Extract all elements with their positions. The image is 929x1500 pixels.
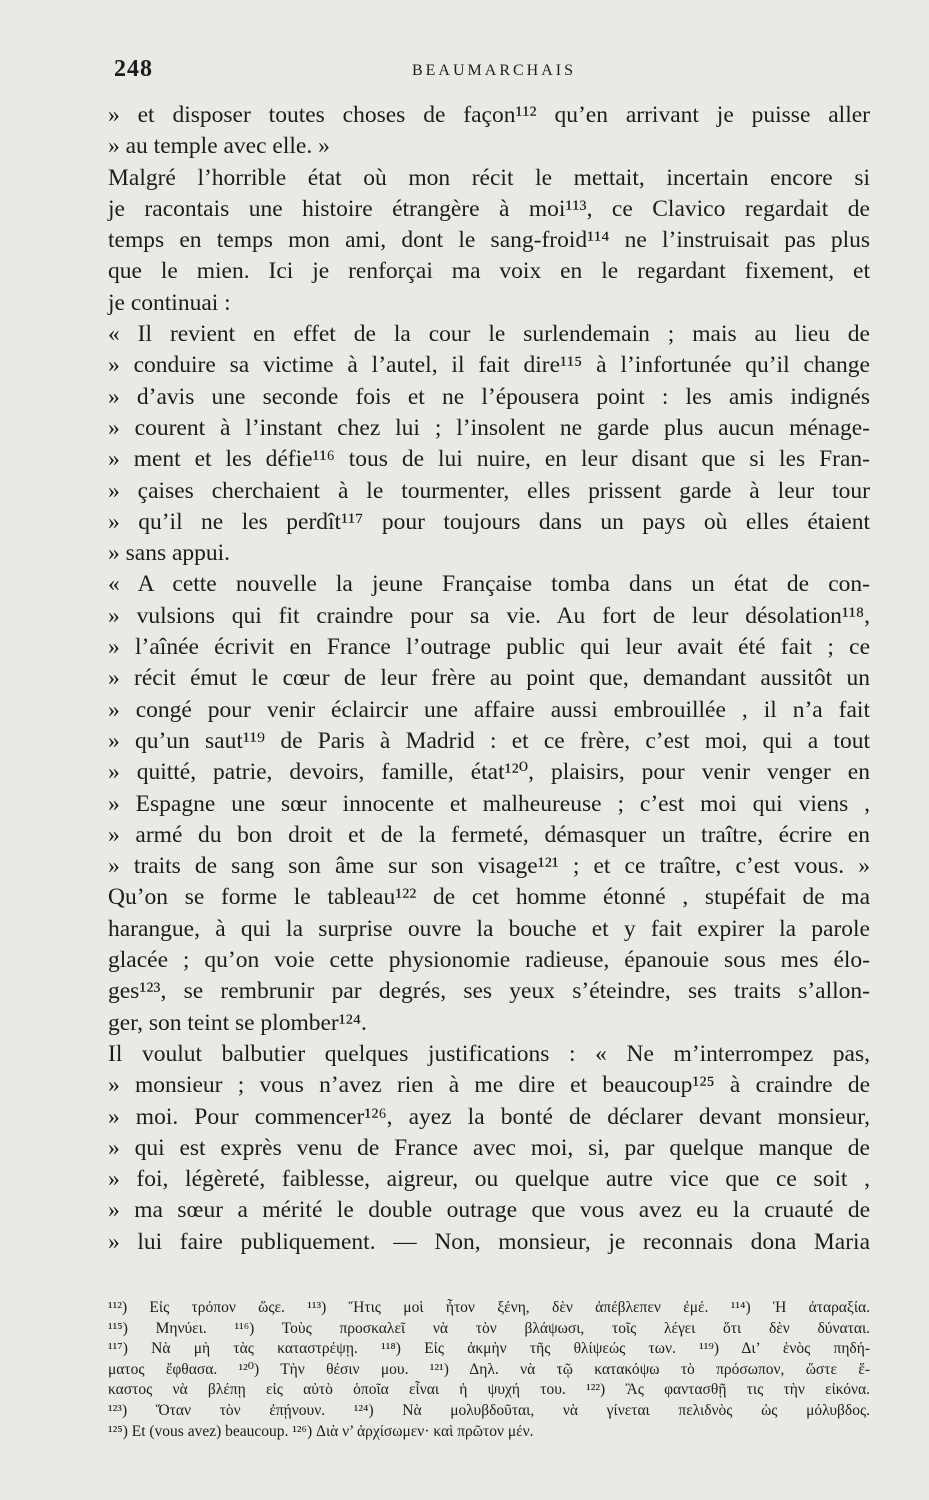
text-line: je racontais une histoire étrangère à moi¹¹³, ce Clavico regardait de: [108, 195, 870, 222]
text-line: Malgré l’horrible état où mon récit le mettait, incertain encore si: [108, 164, 870, 191]
text-line: « A cette nouvelle la jeune Française tomba dans un état de con-: [108, 571, 870, 598]
text-line: » conduire sa victime à l’autel, il fait dire¹¹⁵ à l’infortunée qu’il change: [108, 352, 870, 379]
footnote-line: ¹¹⁵) Μηνύει. ¹¹⁶) Τοὺς προσκαλεῖ νὰ τὸν βλάψωσι, τοῖς λέγει ὅτι δὲν δύναται.: [108, 1319, 870, 1337]
text-line: glacée ; qu’on voie cette physionomie radieuse, épanouie sous mes élo-: [108, 947, 870, 974]
footnotes: [108, 1298, 870, 1442]
footnote-line: καστος νὰ βλέπῃ εἰς αὐτὸ ὁποῖα εἶναι ἡ ψυχή του. ¹²²) Ἂς φαντασθῇ τις τὴν εἰκόνα.: [108, 1381, 870, 1399]
text-line: » ma sœur a mérité le double outrage que vous avez eu la cruauté de: [108, 1197, 870, 1224]
text-line: que le mien. Ici je renforçai ma voix en le regardant fixement, et: [108, 258, 870, 285]
text-line: » qui est exprès venu de France avec moi, si, par quelque manque de: [108, 1134, 870, 1161]
text-line: » monsieur ; vous n’avez rien à me dire et beaucoup¹²⁵ à craindre de: [108, 1072, 870, 1099]
text-line: » foi, légèreté, faiblesse, aigreur, ou quelque autre vice que ce soit ,: [108, 1166, 870, 1193]
text-line: temps en temps mon ami, dont le sang-froid¹¹⁴ ne l’instruisait pas plus: [108, 227, 870, 254]
text-line: ger, son teint se plomber¹²⁴.: [108, 1009, 367, 1036]
text-line: » courent à l’instant chez lui ; l’insolent ne garde plus aucun ménage-: [108, 414, 870, 441]
running-head: BEAUMARCHAIS: [411, 62, 576, 79]
text-line: » qu’il ne les perdît¹¹⁷ pour toujours dans un pays où elles étaient: [108, 508, 870, 535]
text-line: » congé pour venir éclaircir une affaire aussi embrouillée , il n’a fait: [108, 696, 870, 723]
text-line: harangue, à qui la surprise ouvre la bouche et y fait expirer la parole: [108, 915, 870, 942]
text-line: » ment et les défie¹¹⁶ tous de lui nuire, en leur disant que si les Fran-: [108, 446, 870, 473]
text-line: » armé du bon droit et de la fermeté, démasquer un traître, écrire en: [108, 821, 870, 848]
text-line: » qu’un saut¹¹⁹ de Paris à Madrid : et ce frère, c’est moi, qui a tout: [108, 727, 870, 754]
text-line: » traits de sang son âme sur son visage¹²¹ ; et ce traître, c’est vous. »: [108, 853, 870, 880]
text-line: » moi. Pour commencer¹²⁶, ayez la bonté de déclarer devant monsieur,: [108, 1103, 870, 1130]
text-line: » récit émut le cœur de leur frère au point que, demandant aussitôt un: [108, 665, 870, 692]
footnote-line: ¹²³) Ὅταν τὸν ἐπῄνουν. ¹²⁴) Νὰ μολυβδοῦται, νὰ γίνεται πελιδνὸς ὡς μόλυβδος.: [108, 1401, 870, 1419]
text-line: » çaises cherchaient à le tourmenter, elles prissent garde à leur tour: [108, 477, 870, 504]
text-line: » l’aînée écrivit en France l’outrage public qui leur avait été fait ; ce: [108, 634, 870, 661]
text-line: » quitté, patrie, devoirs, famille, état¹²⁰, plaisirs, pour venir venger en: [108, 759, 870, 786]
footnote-line: ματος ἔφθασα. ¹²⁰) Τὴν θέσιν μου. ¹²¹) Δηλ. νὰ τῷ κατακόψω τὸ πρόσωπον, ὥστε ἕ-: [108, 1360, 870, 1378]
text-line: » sans appui.: [108, 540, 231, 567]
footnote-line: ¹¹²) Εἰς τρόπον ὥςε. ¹¹³) Ἥτις μοὶ ἦτον ξένη, δὲν ἀπέβλεπεν ἐμέ. ¹¹⁴) Ἡ ἀταραξία.: [108, 1299, 870, 1316]
text-line: Qu’on se forme le tableau¹²² de cet homme étonné , stupéfait de ma: [108, 884, 870, 911]
text-line: » lui faire publiquement. — Non, monsieur, je reconnais dona Maria: [108, 1228, 870, 1255]
text-line: ges¹²³, se rembrunir par degrés, ses yeux s’éteindre, ses traits s’allon-: [108, 978, 870, 1005]
text-line: « Il revient en effet de la cour le surlendemain ; mais au lieu de: [108, 321, 870, 348]
text-line: » Espagne une sœur innocente et malheureuse ; c’est moi qui viens ,: [108, 790, 870, 817]
text-line: » vulsions qui fit craindre pour sa vie. Au fort de leur désolation¹¹⁸,: [108, 602, 870, 629]
text-line: je continuai :: [108, 289, 231, 316]
body-text: [108, 100, 870, 1258]
text-line: » d’avis une seconde fois et ne l’épousera point : les amis indignés: [108, 383, 870, 410]
page-number: 248: [114, 56, 153, 82]
text-line: » au temple avec elle. »: [108, 133, 330, 160]
text-line: Il voulut balbutier quelques justifications : « Ne m’interrompez pas,: [108, 1040, 870, 1067]
footnote-line: ¹¹⁷) Νὰ μὴ τὰς καταστρέψῃ. ¹¹⁸) Εἰς ἀκμὴν τῆς θλίψεώς των. ¹¹⁹) Δι’ ἑνὸς πηδή-: [108, 1340, 870, 1358]
page-header: [114, 56, 874, 92]
text-line: » et disposer toutes choses de façon¹¹² qu’en arrivant je puisse aller: [108, 102, 870, 128]
footnote-line: ¹²⁵) Et (vous avez) beaucoup. ¹²⁶) Διὰ ν’ ἀρχίσωμεν· καὶ πρῶτον μέν.: [108, 1422, 534, 1440]
